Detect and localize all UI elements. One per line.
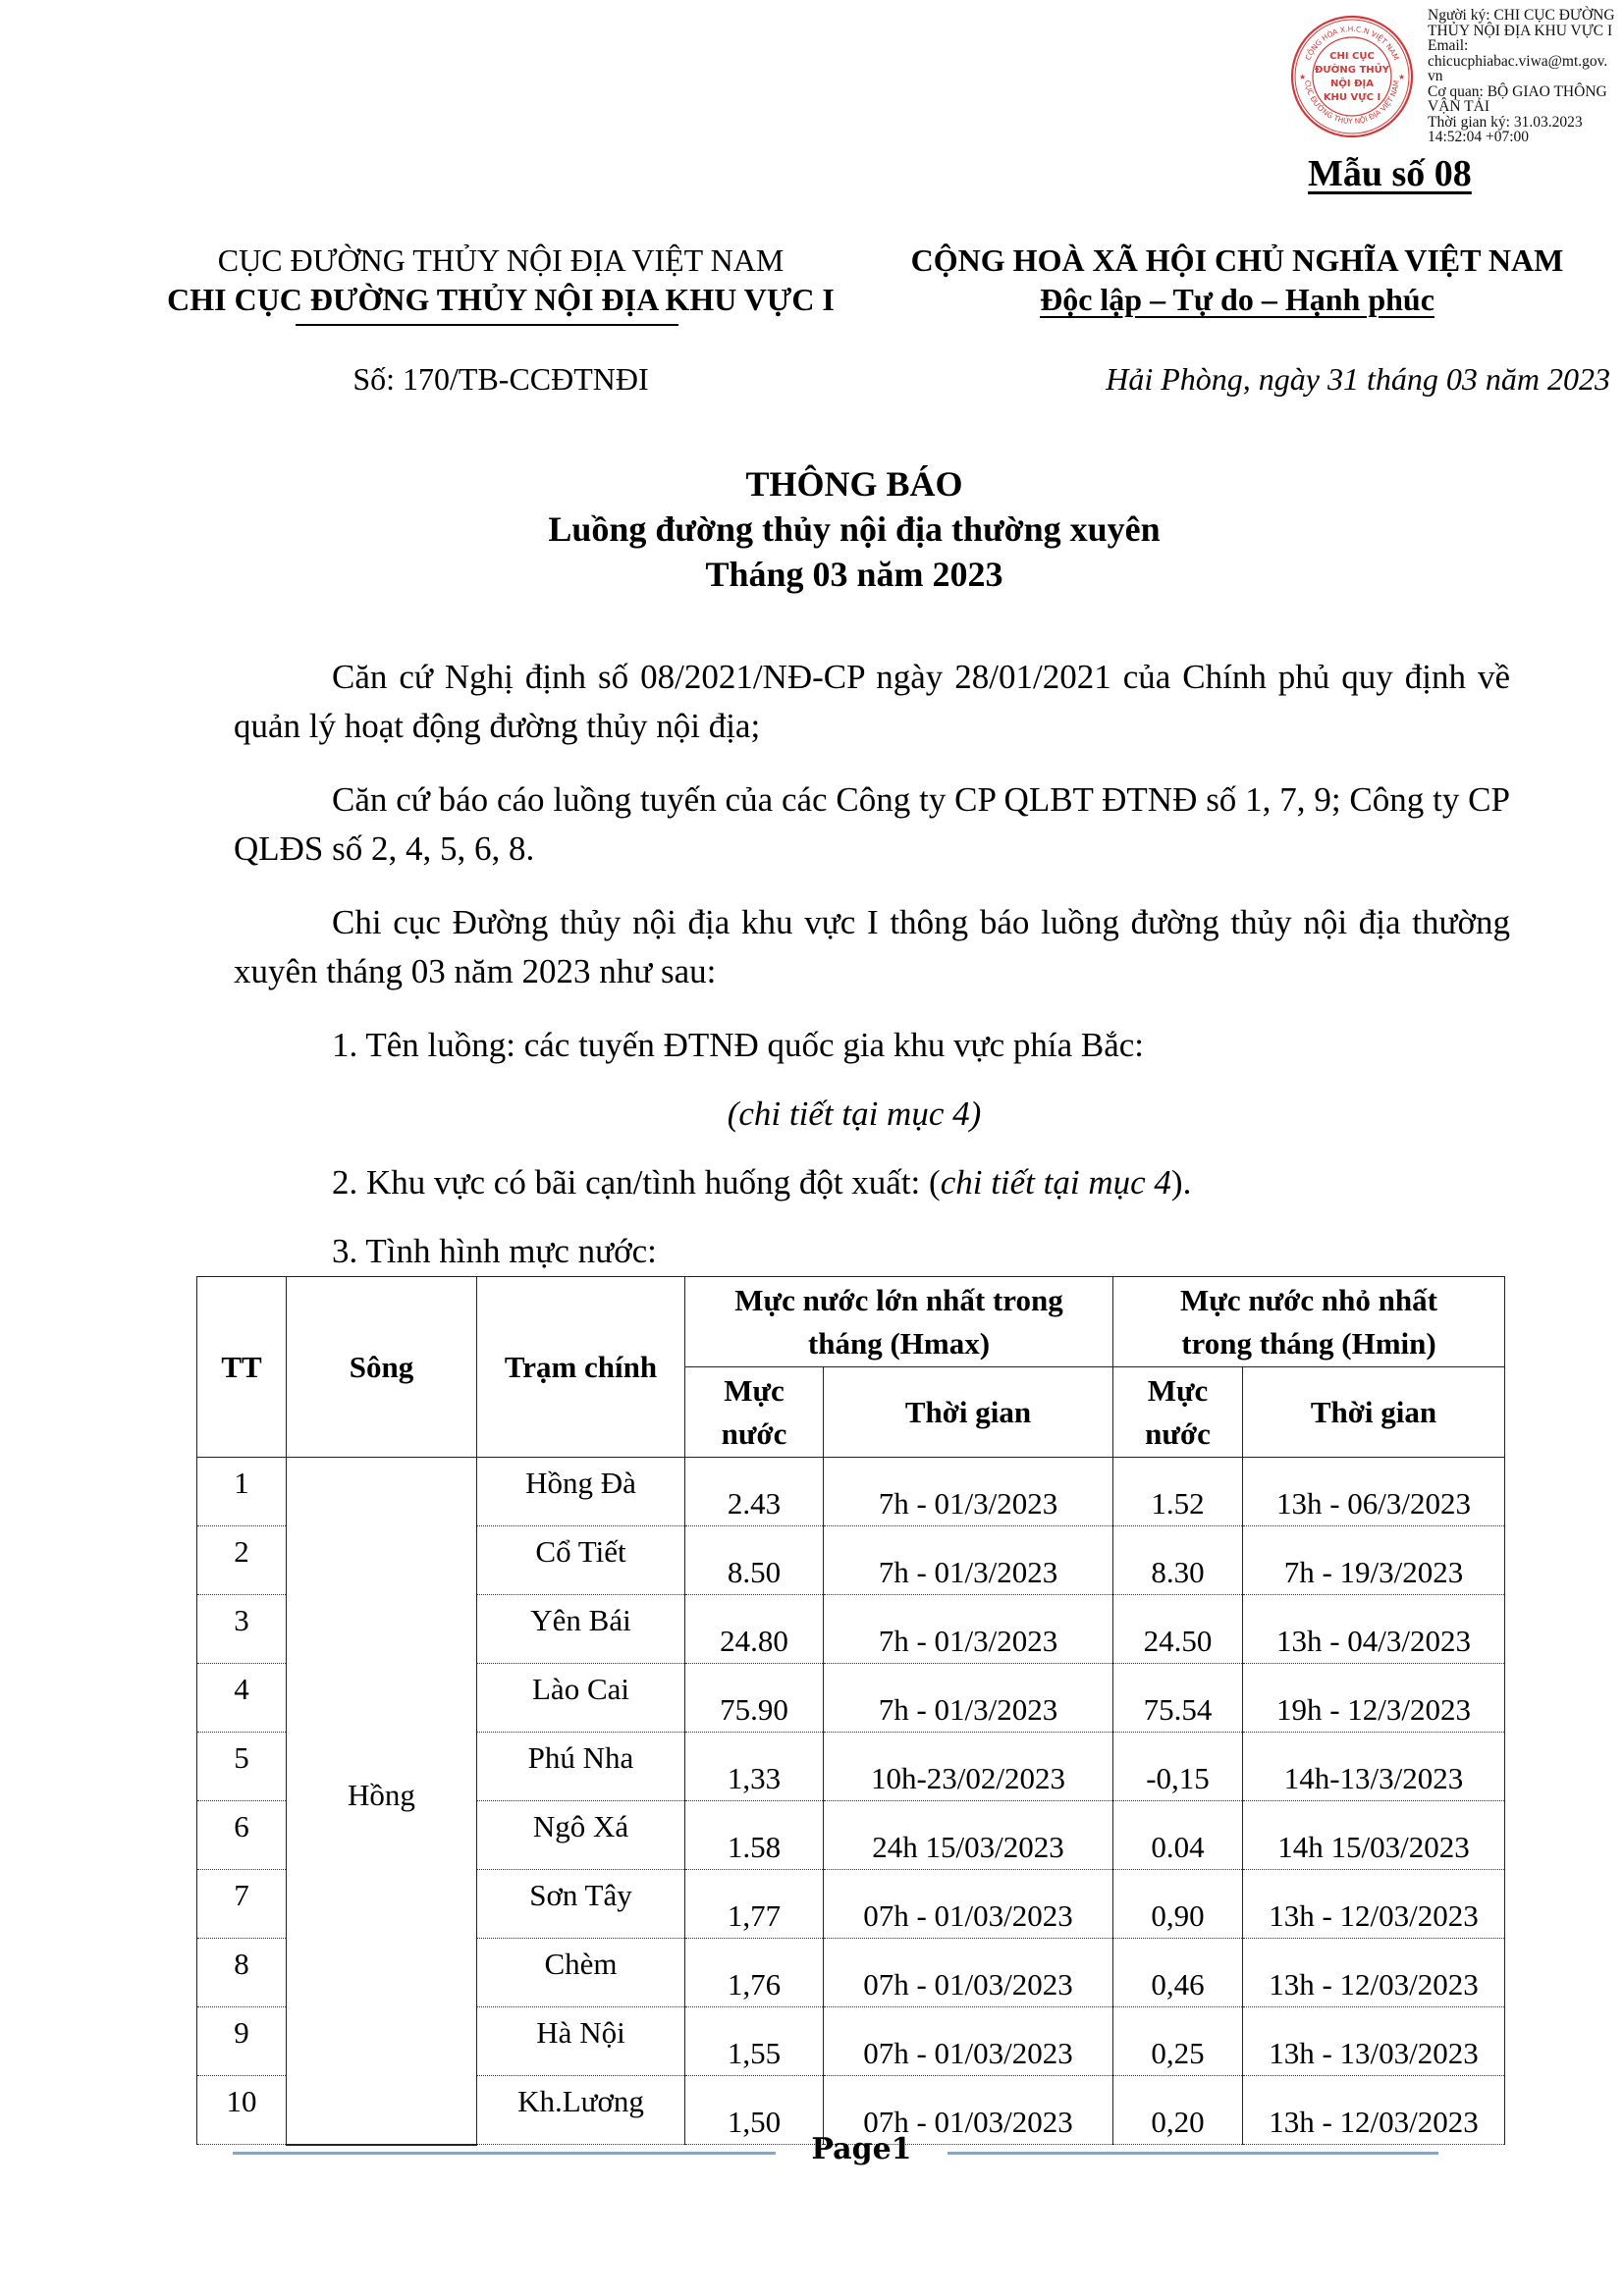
cell-hmax-time: 24h 15/03/2023 [824, 1801, 1113, 1870]
cell-tt: 2 [197, 1526, 287, 1595]
cell-station: Cổ Tiết [477, 1526, 685, 1595]
cell-station: Sơn Tây [477, 1870, 685, 1939]
cell-station: Phú Nha [477, 1733, 685, 1801]
header-hmax-level: Mực nước [685, 1367, 824, 1458]
table-row [197, 1458, 1505, 1526]
header-hmax-time: Thời gian [824, 1367, 1113, 1458]
signature-line: 14:52:04 +07:00 [1428, 129, 1530, 145]
signature-line: Email: [1428, 37, 1469, 54]
cell-hmin-time: 14h-13/3/2023 [1243, 1733, 1505, 1801]
cell-hmax-time: 7h - 01/3/2023 [824, 1595, 1113, 1664]
cell-hmin-time: 19h - 12/3/2023 [1243, 1664, 1505, 1733]
title-line-3: Tháng 03 năm 2023 [705, 555, 1003, 594]
cell-tt: 4 [197, 1664, 287, 1733]
item-1-note: (chi tiết tại mục 4) [727, 1095, 982, 1133]
header-hmin-time: Thời gian [1243, 1367, 1505, 1458]
water-level-table [196, 1276, 1505, 2146]
paragraph-legal-basis-1: Căn cứ Nghị định số 08/2021/NĐ-CP ngày 28/01/2021 của Chính phủ quy định về quản lý hoạt động đường thủy nội địa; [234, 658, 1510, 745]
cell-hmin-level: 0,20 [1113, 2076, 1243, 2145]
cell-hmax-level: 1,50 [685, 2076, 824, 2145]
cell-river: Hồng [287, 1458, 477, 2145]
cell-hmin-time: 13h - 06/3/2023 [1243, 1458, 1505, 1526]
cell-hmax-level: 24.80 [685, 1595, 824, 1664]
cell-hmax-time: 07h - 01/03/2023 [824, 2076, 1113, 2145]
cell-hmin-level: 0,46 [1113, 1939, 1243, 2007]
cell-hmin-time: 13h - 12/03/2023 [1243, 2076, 1505, 2145]
national-header [864, 240, 1610, 319]
agency-underline [296, 324, 678, 326]
cell-tt: 10 [197, 2076, 287, 2145]
cell-tt: 8 [197, 1939, 287, 2007]
cell-hmin-level: 8.30 [1113, 1526, 1243, 1595]
signature-line: Thời gian ký: 31.03.2023 [1428, 113, 1583, 131]
item-1-channel-name: 1. Tên luồng: các tuyến ĐTNĐ quốc gia khu vực phía Bắc: [332, 1026, 1144, 1064]
place-date: Hải Phòng, ngày 31 tháng 03 năm 2023 [1106, 361, 1610, 397]
cell-station: Yên Bái [477, 1595, 685, 1664]
cell-hmax-time: 07h - 01/03/2023 [824, 1870, 1113, 1939]
item-3-water-level: 3. Tình hình mực nước: [332, 1232, 657, 1270]
national-motto: Độc lập – Tự do – Hạnh phúc [1040, 282, 1435, 317]
sub-agency: CHI CỤC ĐƯỜNG THỦY NỘI ĐỊA KHU VỰC I [167, 282, 835, 317]
item-2-note: chi tiết tại mục 4 [940, 1163, 1171, 1201]
header-tt: TT [197, 1277, 287, 1458]
header-station: Trạm chính [477, 1277, 685, 1458]
signature-line: vn [1428, 68, 1443, 84]
official-seal-stamp [1289, 14, 1415, 139]
cell-hmin-level: 24.50 [1113, 1595, 1243, 1664]
stamp-star-left: ★ [1299, 73, 1307, 81]
cell-tt: 6 [197, 1801, 287, 1870]
cell-hmax-time: 7h - 01/3/2023 [824, 1664, 1113, 1733]
cell-hmax-time: 07h - 01/03/2023 [824, 2007, 1113, 2076]
cell-hmax-time: 10h-23/02/2023 [824, 1733, 1113, 1801]
header-hmin-level: Mực nước [1113, 1367, 1243, 1458]
cell-hmin-time: 14h 15/03/2023 [1243, 1801, 1505, 1870]
cell-hmax-level: 1.58 [685, 1801, 824, 1870]
nation-name: CỘNG HOÀ XÃ HỘI CHỦ NGHĨA VIỆT NAM [910, 242, 1564, 278]
cell-hmax-time: 7h - 01/3/2023 [824, 1458, 1113, 1526]
stamp-center-line: ĐƯỜNG THỦY [1314, 65, 1390, 76]
footer-line-left [233, 2152, 776, 2155]
cell-hmax-time: 7h - 01/3/2023 [824, 1526, 1113, 1595]
signature-line: THỦY NỘI ĐỊA KHU VỰC I [1428, 22, 1613, 39]
cell-tt: 3 [197, 1595, 287, 1664]
cell-station: Lào Cai [477, 1664, 685, 1733]
cell-hmin-time: 13h - 13/03/2023 [1243, 2007, 1505, 2076]
document-number: Số: 170/TB-CCĐTNĐI [352, 361, 649, 397]
document-title [196, 461, 1512, 597]
stamp-center-line: KHU VỰC I [1323, 92, 1381, 103]
cell-hmax-level: 1,76 [685, 1939, 824, 2007]
form-number: Mẫu số 08 [1308, 153, 1472, 194]
title-line-1: THÔNG BÁO [745, 464, 963, 504]
cell-hmin-level: 75.54 [1113, 1664, 1243, 1733]
issuing-agency-header [157, 240, 844, 319]
stamp-center-line: CHI CỤC [1329, 51, 1375, 62]
cell-hmin-time: 13h - 04/3/2023 [1243, 1595, 1505, 1664]
paragraph-legal-basis-2: Căn cứ báo cáo luồng tuyến của các Công ty CP QLBT ĐTNĐ số 1, 7, 9; Công ty CP QLĐS số 2, 4, 5, 6, 8. [234, 780, 1510, 868]
parent-agency: CỤC ĐƯỜNG THỦY NỘI ĐỊA VIỆT NAM [217, 242, 785, 278]
cell-tt: 1 [197, 1458, 287, 1526]
cell-hmax-level: 1,77 [685, 1870, 824, 1939]
cell-tt: 7 [197, 1870, 287, 1939]
cell-hmin-level: 1.52 [1113, 1458, 1243, 1526]
digital-signature-info [1428, 8, 1624, 145]
stamp-ring-top-text: CỘNG HÒA X.H.C.N VIỆT NAM [1303, 24, 1401, 62]
item-2-prefix: 2. Khu vực có bãi cạn/tình huống đột xuất: ( [332, 1163, 941, 1201]
cell-hmin-level: 0.04 [1113, 1801, 1243, 1870]
stamp-star-right: ★ [1398, 73, 1406, 81]
signature-line: chicucphiabac.viwa@mt.gov. [1428, 52, 1608, 70]
item-2-suffix: ). [1170, 1163, 1192, 1201]
page-number: Page1 [811, 2132, 912, 2166]
header-river: Sông [287, 1277, 477, 1458]
cell-hmax-level: 2.43 [685, 1458, 824, 1526]
footer-line-right [947, 2152, 1438, 2155]
cell-hmin-time: 13h - 12/03/2023 [1243, 1939, 1505, 2007]
cell-hmax-level: 1,55 [685, 2007, 824, 2076]
cell-hmin-time: 7h - 19/3/2023 [1243, 1526, 1505, 1595]
cell-station: Hồng Đà [477, 1458, 685, 1526]
stamp-center-line: NỘI ĐỊA [1330, 79, 1374, 89]
cell-hmin-time: 13h - 12/03/2023 [1243, 1870, 1505, 1939]
cell-hmax-level: 75.90 [685, 1664, 824, 1733]
cell-hmin-level: -0,15 [1113, 1733, 1243, 1801]
item-2-shoals [332, 1158, 1191, 1207]
header-hmin-group: Mực nước nhỏ nhất trong tháng (Hmin) [1113, 1277, 1505, 1367]
cell-hmax-time: 07h - 01/03/2023 [824, 1939, 1113, 2007]
cell-hmax-level: 1,33 [685, 1733, 824, 1801]
cell-tt: 5 [197, 1733, 287, 1801]
cell-station: Chèm [477, 1939, 685, 2007]
signature-line: VẬN TẢI [1428, 98, 1489, 115]
title-line-2: Luồng đường thủy nội địa thường xuyên [548, 509, 1161, 549]
cell-hmin-level: 0,25 [1113, 2007, 1243, 2076]
signature-line: Cơ quan: BỘ GIAO THÔNG [1428, 82, 1607, 100]
cell-tt: 9 [197, 2007, 287, 2076]
cell-station: Ngô Xá [477, 1801, 685, 1870]
signature-line: Người ký: CHI CỤC ĐƯỜNG [1428, 7, 1615, 24]
cell-station: Hà Nội [477, 2007, 685, 2076]
paragraph-announcement: Chi cục Đường thủy nội địa khu vực I thông báo luồng đường thủy nội địa thường xuyên tháng 03 năm 2023 như sau: [234, 903, 1510, 990]
stamp-ring-bottom-text: CỤC ĐƯỜNG THỦY NỘI ĐỊA VIỆT NAM [1303, 80, 1401, 127]
cell-hmin-level: 0,90 [1113, 1870, 1243, 1939]
cell-station: Kh.Lương [477, 2076, 685, 2145]
header-hmax-group: Mực nước lớn nhất trong tháng (Hmax) [685, 1277, 1113, 1367]
cell-hmax-level: 8.50 [685, 1526, 824, 1595]
